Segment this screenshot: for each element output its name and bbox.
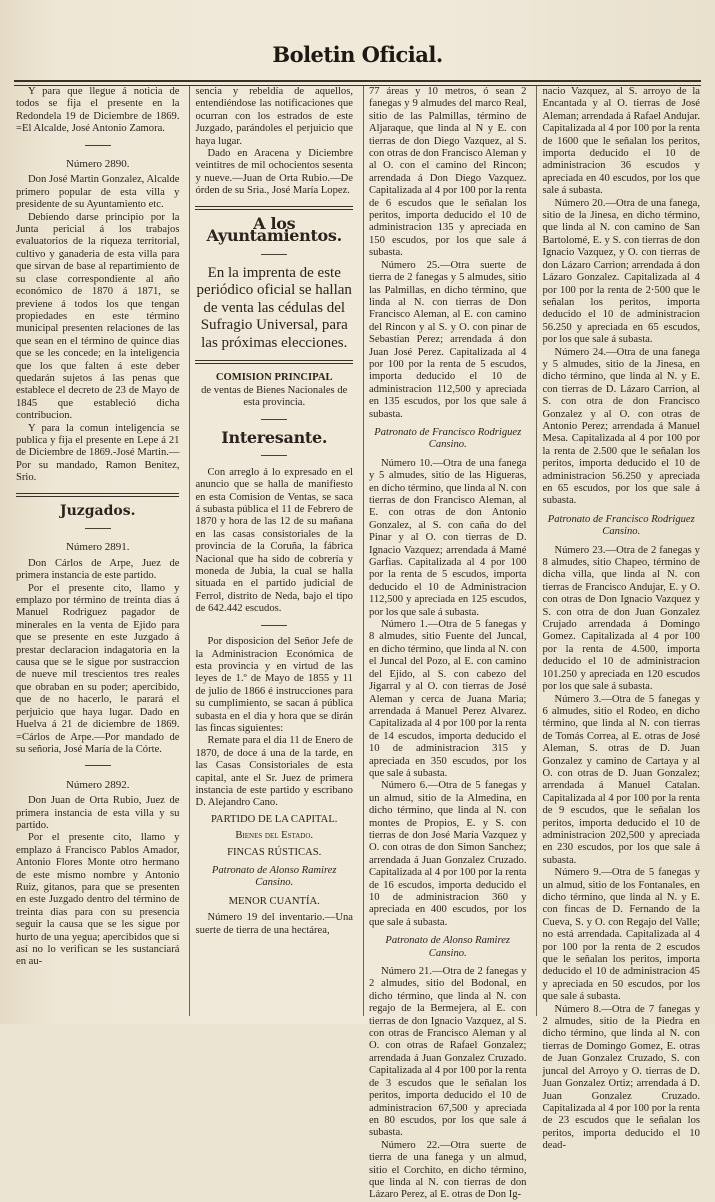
patronato-heading: Patronato de Francisco Rodriguez Cansino. [374, 426, 522, 451]
section-rule [195, 209, 353, 210]
paragraph: Número 24.—Otra de una fanega y 5 almudes, sitio de la Jinesa, en dicho término, que linda al N. y E. con tierras de D. Lázaro Carrion, al S. con otra de don Francisco Gonzalez y al O. con otras de Antonio Perez; arrendada á Manuel Mesa. Capitalizada al 4 por 100 por la renta de 2.500 que le señalan los peritos, importa deducido el 10 de administracion 56.250 y apreciada en 65 escudos, por los que sale á subasta. [542, 346, 700, 507]
paragraph: Número 21.—Otra de 2 fanegas y 2 almudes, sitio del Bodonal, en dicho término, que linda al N. con regajo de la Bermejera, al E. con tierras de don Ignacio Vazquez, al S. con otras de Francisco Aleman y al O. con otras de Rafael Gonzalez; arrendada á Juan Gonzalez Cruzado. Capitalizada al 4 por 100 por la renta de 3 escudos que le señalan los peritos, importa deducido el 10 de administracion 67,500 y apreciada en 80 escudos, por los que sale á subasta. [368, 966, 527, 1139]
notice-number: Número 2891. [65, 541, 130, 554]
paragraph: Número 20.—Otra de una fanega, sitio de la Jinesa, en dicho término, que linda al N. con camino de San Bartolomé, E. y S. con tierras de don Ignacio Vazquez, y O. con tierras de don Lázaro Carrion; arrendada á don Lázaro Gonzalez. Capitalizada al 4 por 100 por la renta de 2·500 que le señalan los peritos, importa deducido el 10 de administracion 56.250 y apreciada en 65 escudos, por los que sale á subasta. [542, 197, 700, 346]
section-heading: Interesante. [221, 428, 328, 447]
paragraph: Por el presente cito, llamo y emplazo por término de treinta dias á Manuel Rodriguez pagador de minerales en la venta de Ejido para que se presente en este Juzgado á prestar declaracion indagatoria en la causa que se le sigue por sustraccion de nueve mil trescientos tres reales que obraban en su poder; apercibido, que de no hacerlo, le parará el perjuicio que haya lugar. Dado en Huelva á 21 de diciembre de 1869. =Cárlos de Arpe.—Por mandado de su señoria, José María de la Córte. [16, 582, 180, 755]
paragraph: Debiendo darse principio por la Junta pericial á los trabajos evaluatorios de la riqueza territorial, cultivo y ganaderia de esta villa para que sirvan de base al repartimiento de su clase correspondiente al año económico de 1870 á 1871, se previene á todos los que tengan propiedades en este término municipal presenten relaciones de las que sean en el término de quince dias que se les concede; en la inteligencia que los que falten á este deber quedarán sujetos á las penas que establece el decreto de 23 de Mayo de 1845 que estableció dicha contribucion. [16, 211, 180, 422]
paragraph: Número 8.—Otra de 7 fanegas y 2 almudes, sitio de la Piedra en dicho término, que linda al N. con tierras de Domingo Gomez, E. otras de Juan Gonzalez Cruzado, S. con juncal del Arroyo y O. tierras de D. Juan Gonzalez Ortiz; arrendada á D. Juan Gonzalez Cruzado. Capitalizada al 4 por 100 por la renta de 23 escudos que le señalan los peritos, importa deducido el 10 dead- [542, 1003, 700, 1152]
separator [195, 450, 353, 462]
paragraph: Número 25.—Otra suerte de tierra de 2 fanegas y 5 almudes, sitio las Palmillas, en dicho término, que linda al N. con tierras de Don Francisco Aleman, al E. con camino del Rincon y al S. y O. con pinar de Sebastian Perez; arrendada á don Juan José Perez. Capitalizada al 4 por 100 por la renta de 5 escudos, importa deducido el 10 de administracion 112,500 y apreciada en 135 escudos, por los que sale á subasta. [368, 259, 527, 420]
separator [16, 140, 179, 152]
column-3 [363, 86, 531, 1201]
separator [195, 414, 353, 426]
paragraph: sencia y rebeldía de aquellos, entendiéndose las notificaciones que ocurran con los estrados de este Juzgado, parándoles el perjuicio que haya lugar. [195, 86, 353, 147]
column-4 [536, 86, 704, 1152]
patronato-heading: Patronato de Alonso Ramirez Cansino. [385, 935, 511, 959]
paragraph: Don José Martin Gonzalez, Alcalde primero popular de esta villa y presidente de su Ayuntamiento etc. [16, 174, 180, 211]
section-rule [16, 493, 179, 494]
header-rule [14, 80, 701, 82]
patronato-heading: Patronato de Francisco Rodriguez Cansino. [547, 513, 695, 538]
section-heading: Juzgados. [59, 502, 136, 519]
section-rule [195, 206, 353, 207]
paragraph: Número 10.—Otra de una fanega y 5 almudes, sitio de las Higueras, en dicho término, que linda al N. con tierras de don Francisco Aleman, al E. con otras de don Antonio Gonzalez, al S. con caña do del Pinar y al O. con tierras de D. Ignacio Vazquez; arrendada á Mamé Garfias. Capitalizada al 4 por 100 por la renta de 5 escudos, importa deducido el 10 de Administracion 112,500 y apreciada en 125 escudos, por los que sale á subasta. [368, 457, 527, 618]
announcement-text: En la imprenta de este periódico oficial se hallan de venta las cédulas del Sufragio Universal, para las próximas elecciones. [196, 264, 352, 351]
paragraph: Y para la comun inteligencia se publica y fija el presente en Lepe á 21 de Diciembre de 1869.-José Martin.—Por su mandado, Ramon Benitez, Srio. [16, 422, 180, 484]
commission-subheading: de ventas de Bienes Nacionales de esta provincia. [201, 384, 348, 409]
separator [195, 248, 353, 260]
paragraph: Número 1.—Otra de 5 fanegas y 8 almudes, sitio Fuente del Juncal, en dicho término, que linda al N. con el Juncal del Pozo, al E. con camino del Ejido, al S. con cabezo del Jigarral y al O. con tierras de José Aleman y cerca de Juana Maria; arrendada á Manuel Perez Alvarez. Capitalizada al 4 por 100 por la renta de 14 escudos, importa deducido el 10 de administracion 315 y apreciada en 350 escudos, por los que sale á subasta. [368, 619, 527, 779]
paragraph: Dado en Aracena y Diciembre veintitres de mil ochocientos sesenta y nueve.—Juan de Orta Rubio.—De órden de su Sria., José María Lopez. [195, 148, 353, 197]
page-title: Boletin Oficial. [272, 42, 443, 67]
subheading: FINCAS RÚSTICAS. [227, 846, 322, 858]
separator [16, 760, 179, 772]
notice-number: Número 2892. [65, 778, 130, 791]
notice-number: Número 2890. [65, 158, 130, 171]
separator [195, 620, 353, 632]
paragraph: Remate para el dia 11 de Enero de 1870, de doce á una de la tarde, en las Casas Consistoriales de esta capital, ante el Sr. Juez de primera instancia de este partido y escribano D. Alejandro Cano. [195, 735, 353, 809]
paragraph: nacio Vazquez, al S. arroyo de la Encantada y al O. tierras de José Aleman; arrendada á Rafael Andujar. Capitalizada al 4 por 100 por la renta de 1600 que le señalan los peritos, importa deducido el 10 de administracion 36 escudos y apreciada en 40 escudos, por los que sale á subasta. [542, 86, 700, 197]
section-rule [16, 496, 179, 497]
column-1 [16, 86, 183, 1016]
paragraph: Número 6.—Otra de 5 fanegas y un almud, sitio de la Almedina, en dicho término, que linda al N. con montes de Propios, E. y S. con tierras de don José María Vazquez y O. con otras de don Simon Sanchez; arrendada á Juan Gonzalez Cruzado. Capitalizada al 4 por 100 por la renta de 16 escudos, importa deducido el 10 de administracion 360 y apreciada en 400 escudos, por los que sale á subasta. [368, 780, 527, 928]
subheading: MENOR CUANTÍA. [228, 895, 320, 907]
paragraph: Número 3.—Otra de 5 fanegas y 6 almudes, sitio el Rodeo, en dicho término, que linda al N. con tierras de Tomás Correa, al E. otras de José Aleman, S. otras de D. Juan Gonzalez y camino de Cartaya y al O. con otras de D. Juan Gonzalez; arrendada á Manuel Catalan. Capitalizada al 4 por 100 por la renta de 9 escudos, que le señalan los peritos, importa deducido el 10 de administracion 202,500 y apreciada en 230 escudos, por los que sale á subasta. [542, 693, 700, 866]
patronato-heading: Patronato de Alonso Ramirez Cansino. [211, 865, 337, 889]
section-heading: A los Ayuntamientos. [206, 213, 342, 246]
commission-heading: COMISION PRINCIPAL [215, 372, 333, 384]
columns [16, 86, 704, 1201]
separator [16, 523, 179, 535]
paragraph: Don Cárlos de Arpe, Juez de primera instancia de este partido. [16, 557, 180, 582]
paragraph: Con arreglo á lo expresado en el anuncio que se halla de manifiesto en esta Comision de Ventas, se saca á subasta pública el 11 de Febrero de 1870 y hora de las 12 de su mañana en las casas consistoriales de la provincia de la Coruña, la fábrica Nacional que ha sido de cobrería y moneda de Jubia, la cual se halla situada en el partido judicial de Ferrol, distrito de Neda, bajo el tipo de 642.442 escudos. [195, 466, 353, 615]
paragraph: Número 23.—Otra de 2 fanegas y 8 almudes, sitio Chapeo, término de dicha villa, que linda al N. con tierras de Francisco Andujar, E. y O. con otras de Don Ignacio Vazquez y S. con otra de don Juan Gonzalez Crujado arrendada á Domingo Gomez. Capitalizada al 4 por 100 por la renta de 4.500, importa deducido el 10 de administracion 101.250 y apreciada en 120 escudos por los que sale á subasta. [542, 544, 700, 693]
paragraph: Por el presente cito, llamo y emplazo á Francisco Pablos Amador, Antonio Flores Monte otro hermano de este mismo nombre y Antonio Ruiz, gitanos, para que se presenten en este Juzgado dentro del término de treinta dias para con su presencia seguir la causa que se les sigue por hurto de una yegua; apercibidos que si así no lo verifican se les sustanciará en au- [16, 832, 180, 968]
subheading: Bienes del Estado. [235, 830, 314, 842]
paragraph: Por disposicion del Señor Jefe de la Administracion Económica de esta provincia y en virtud de las leyes de 1.º de Mayo de 1855 y 11 de julio de 1866 é instrucciones para su cumplimiento, se sacan á pública subasta en el dia y hora que se dirán las fincas siguientes: [195, 636, 353, 734]
paragraph: Número 19 del inventario.—Una suerte de tierra de una hectárea, [195, 912, 353, 936]
page-header [14, 38, 701, 82]
paragraph: Número 9.—Otra de 5 fanegas y un almud, sitio de los Fontanales, en dicho término, que linda al N. y E. con fincas de D. Fernando de la Cueva, S. y O. con Regajo del Valle; no está arrendada. Capitalizada al 4 por 100 por la renta de 2 escudos que le señalan los peritos, importa deducido el 10 de administracion 45 y apreciada en 50 escudos, por los que sale á subasta. [542, 867, 700, 1003]
paragraph: Don Juan de Orta Rubio, Juez de primera instancia de esta villa y su partido. [16, 795, 180, 831]
paragraph: 77 áreas y 10 metros, ó sean 2 fanegas y 9 almudes del marco Real, sitio de las Palmillas, término de Aljaraque, que linda al N y E. con tierras de don Diego Vazquez, al S. con otras de don Francisco Aleman y al O. con el camino del Rincon; arrendada á Don Diego Vazquez. Capitalizada al 4 por 100 por la renta de 6 escudos que le señalan los peritos, importa deducido el 10 de administracion 135 y apreciada en 150 escudos, por los que sale á subasta. [368, 86, 527, 259]
paragraph: Y para que llegue á noticia de todos se fija el presente en la Redondela 19 de Diciembre de 1869. =El Alcalde, José Antonio Zamora. [16, 86, 180, 135]
column-2 [189, 86, 357, 1016]
paragraph: Número 22.—Otra suerte de tierra de una fanega y un almud, sitio el Corchito, en dicho término, que linda al N. con tierras de don Lázaro Perez, al E. otras de Don Ig- [368, 1139, 527, 1201]
section-rule [195, 363, 353, 364]
subheading: PARTIDO DE LA CAPITAL. [211, 813, 338, 825]
section-rule [195, 360, 353, 361]
